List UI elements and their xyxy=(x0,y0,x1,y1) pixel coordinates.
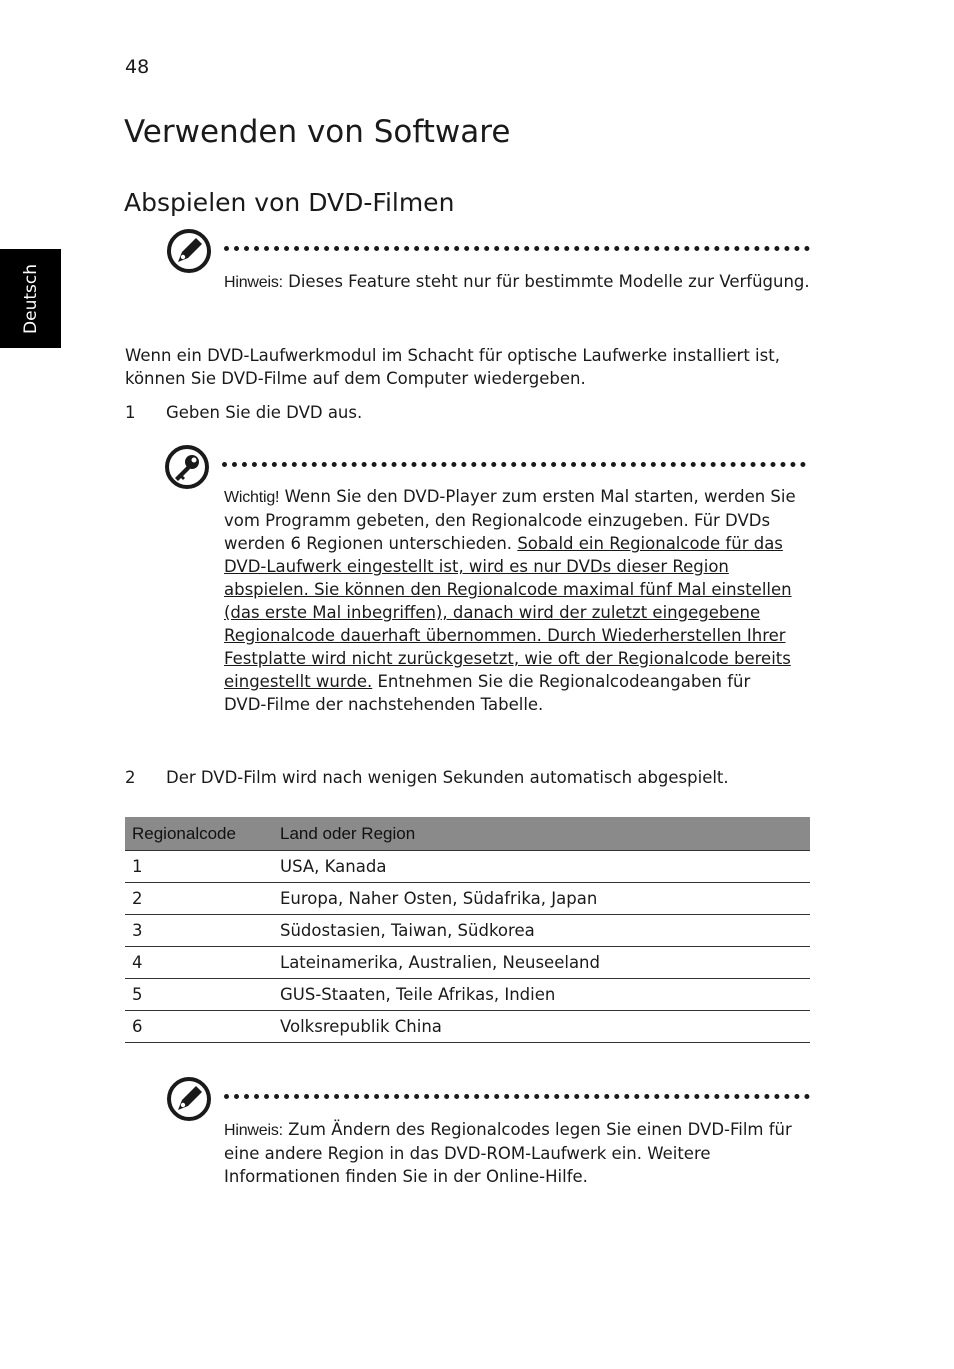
table-row xyxy=(125,883,810,915)
step-text: Geben Sie die DVD aus. xyxy=(166,403,363,422)
important-lead: Wichtig! xyxy=(224,489,280,506)
note-divider xyxy=(224,1094,810,1099)
note-divider xyxy=(224,246,810,251)
note-pen-icon xyxy=(166,1076,212,1126)
table-cell-region: USA, Kanada xyxy=(273,851,810,883)
step-2 xyxy=(125,766,815,790)
table-row xyxy=(125,851,810,883)
step-1 xyxy=(125,401,815,425)
table-cell-region: Europa, Naher Osten, Südafrika, Japan xyxy=(273,883,810,915)
note-body: Dieses Feature steht nur für bestimmte Modelle zur Verfügung. xyxy=(288,272,810,291)
note-text xyxy=(224,270,814,294)
header-regionalcode: Regionalcode xyxy=(125,817,273,851)
step-number: 2 xyxy=(125,768,136,787)
table-header-row xyxy=(125,817,810,851)
language-tab-label: Deutsch xyxy=(20,263,41,334)
table-cell-code: 2 xyxy=(125,883,273,915)
table-row xyxy=(125,979,810,1011)
important-closing: Entnehmen Sie die Regionalcodeangaben für DVD-Filme der nachstehenden Tabelle. xyxy=(224,672,751,714)
table-cell-code: 5 xyxy=(125,979,273,1011)
note-lead: Hinweis: xyxy=(224,274,283,291)
important-text xyxy=(224,485,796,716)
note-text xyxy=(224,1118,814,1188)
table-cell-region: Lateinamerika, Australien, Neuseeland xyxy=(273,947,810,979)
table-cell-code: 3 xyxy=(125,915,273,947)
table-cell-region: Volksrepublik China xyxy=(273,1011,810,1043)
step-text: Der DVD-Film wird nach wenigen Sekunden automatisch abgespielt. xyxy=(166,768,729,787)
region-code-table xyxy=(125,817,810,1043)
note-lead: Hinweis: xyxy=(224,1122,283,1139)
table-cell-code: 1 xyxy=(125,851,273,883)
header-land-oder-region: Land oder Region xyxy=(273,817,810,851)
table-cell-region: Südostasien, Taiwan, Südkorea xyxy=(273,915,810,947)
important-divider xyxy=(222,462,806,467)
table-row xyxy=(125,947,810,979)
important-body: Wenn Sie den DVD-Player zum ersten Mal starten, werden Sie vom Programm gebeten, den Regionalcode einzugeben. Für DVDs werden 6 Regionen unterschieden. xyxy=(224,487,796,553)
table-row xyxy=(125,1011,810,1043)
table-cell-code: 6 xyxy=(125,1011,273,1043)
section-title: Abspielen von DVD-Filmen xyxy=(124,188,455,217)
page-title: Verwenden von Software xyxy=(124,114,511,150)
language-tab xyxy=(0,249,61,348)
key-icon xyxy=(164,444,210,494)
table-row xyxy=(125,915,810,947)
page-number: 48 xyxy=(125,56,150,78)
note-pen-icon xyxy=(166,228,212,278)
table-cell-region: GUS-Staaten, Teile Afrikas, Indien xyxy=(273,979,810,1011)
intro-paragraph: Wenn ein DVD-Laufwerkmodul im Schacht für optische Laufwerke installiert ist, können Sie DVD-Filme auf dem Computer wiedergeben. xyxy=(125,346,780,388)
step-number: 1 xyxy=(125,403,136,422)
note-body: Zum Ändern des Regionalcodes legen Sie einen DVD-Film für eine andere Region in das DVD-ROM-Laufwerk ein. Weitere Informationen finden Sie in der Online-Hilfe. xyxy=(224,1120,792,1186)
table-cell-code: 4 xyxy=(125,947,273,979)
important-underlined: Sobald ein Regionalcode für das DVD-Laufwerk eingestellt ist, wird es nur DVDs dieser Region abspielen. Sie können den Regionalcode maximal fünf Mal einstellen (das erste Mal inbegriffen), danach wird der zuletzt eingegebene Regionalcode dauerhaft übernommen. Durch Wiederherstellen Ihrer Festplatte wird nicht zurückgesetzt, wie oft der Regionalcode bereits eingestellt wurde. xyxy=(224,534,792,691)
